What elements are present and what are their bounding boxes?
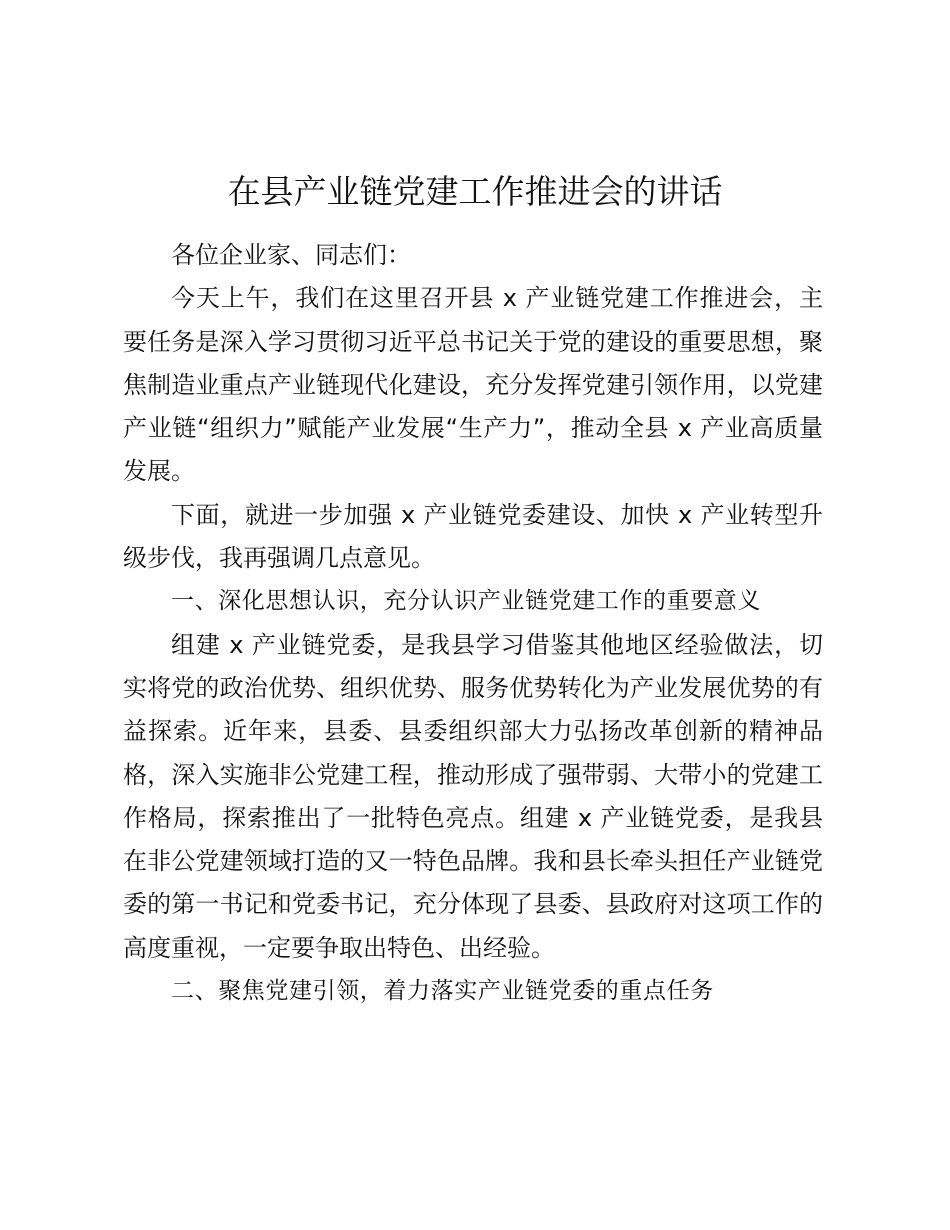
document-body: [123, 234, 823, 1013]
section-heading-2: 二、聚焦党建引领，着力落实产业链党委的重点任务: [171, 978, 714, 1005]
paragraph-intro: 今天上午，我们在这里召开县 x 产业链党建工作推进会，主要任务是深入学习贯彻习近平总书记关于党的建设的重要思想，聚焦制造业重点产业链现代化建设，充分发挥党建引领作用，以党建产业链“组织力”赋能产业发展“生产力”，推动全县 x 产业高质量发展。: [123, 284, 823, 486]
paragraph-transition: 下面，就进一步加强 x 产业链党委建设、加快 x 产业转型升级步伐，我再强调几点意见。: [123, 500, 823, 573]
document-title: 在县产业链党建工作推进会的讲话: [227, 172, 723, 211]
section-heading-1: 一、深化思想认识，充分认识产业链党建工作的重要意义: [171, 588, 761, 615]
paragraph-section-1: 组建 x 产业链党委，是我县学习借鉴其他地区经验做法，切实将党的政治优势、组织优势、服务优势转化为产业发展优势的有益探索。近年来，县委、县委组织部大力弘扬改革创新的精神品格，深入实施非公党建工程，推动形成了强带弱、大带小的党建工作格局，探索推出了一批特色亮点。组建 x 产业链党委，是我县在非公党建领域打造的又一特色品牌。我和县长牵头担任产业链党委的第一书记和党委书记，充分体现了县委、县政府对这项工作的高度重视，一定要争取出特色、出经验。: [123, 630, 823, 962]
salutation: 各位企业家、同志们：: [171, 241, 411, 269]
